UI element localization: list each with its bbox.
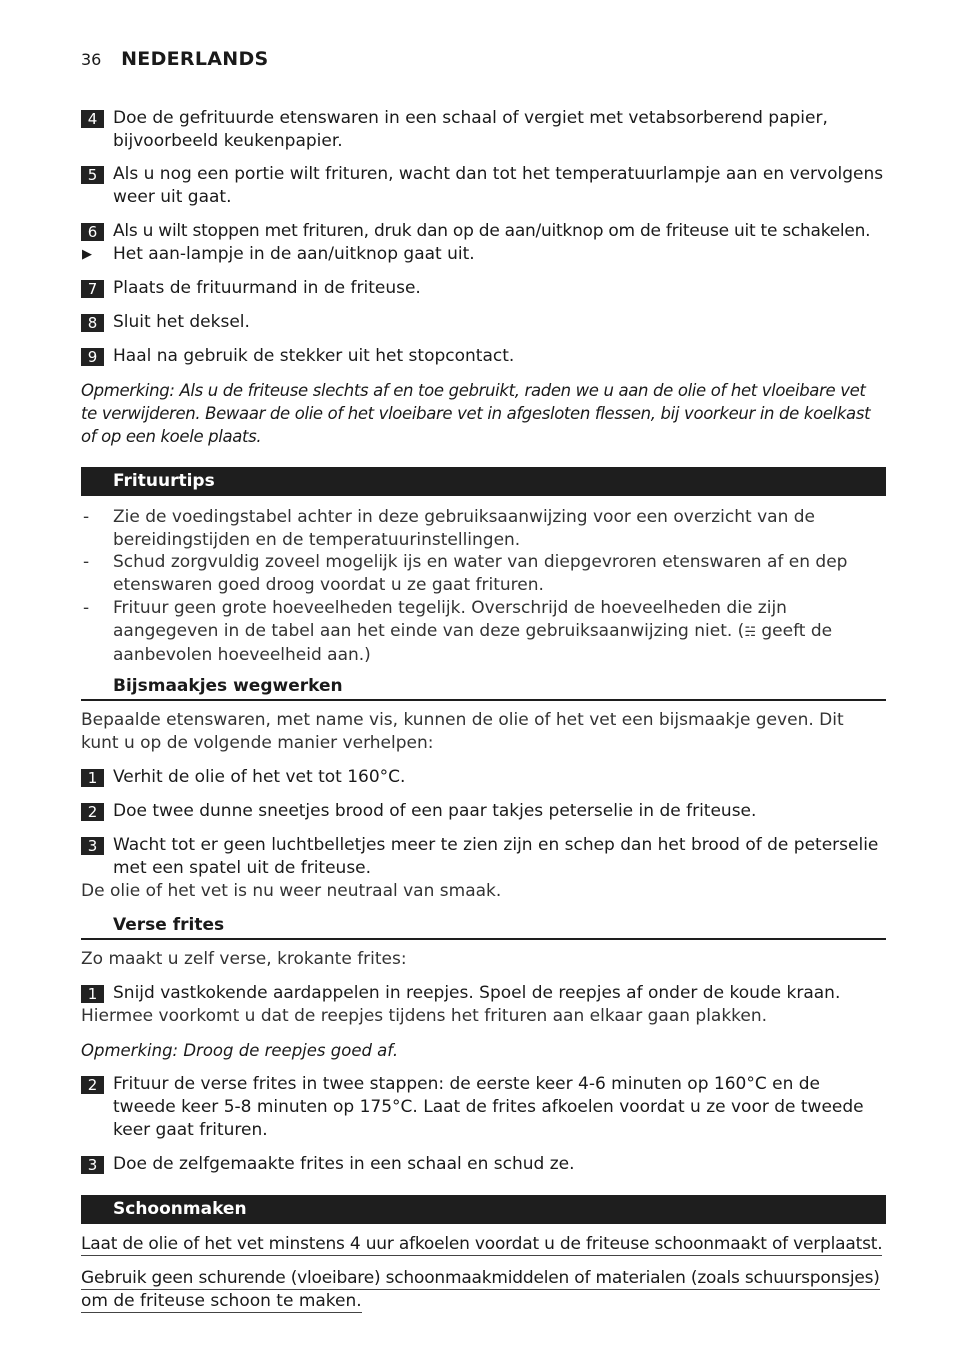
step-number: 1: [81, 769, 104, 787]
tip-text: Zie de voedingstabel achter in deze gebruiksaanwijzing voor een overzicht van de bereidingstijden en de temperatuurinstellingen.: [113, 507, 816, 550]
tip-item: - Frituur geen grote hoeveelheden tegelijk. Overschrijd de hoeveelheden die zijn aangegeven in de tabel aan het einde van deze gebruiksaanwijzing niet. (☵ geeft de aanbevolen hoeveelheid aan.): [81, 597, 886, 666]
page-header: [81, 48, 269, 70]
step-text: Als u wilt stoppen met frituren, druk dan op de aan/uitknop om de friteuse uit te schakelen.: [113, 221, 871, 241]
frites-intro: Zo maakt u zelf verse, krokante frites:: [81, 949, 407, 969]
page-number: 36: [81, 50, 102, 69]
fryer-basket-icon: ☵: [744, 625, 756, 640]
triangle-bullet-icon: ▶: [82, 247, 92, 262]
bijsmaak-result: De olie of het vet is nu weer neutraal van smaak.: [81, 881, 502, 901]
step-4: [81, 107, 886, 153]
step-number: 1: [81, 985, 104, 1003]
warning-abrasives: [81, 1267, 880, 1290]
warning-text: Laat de olie of het vet minstens 4 uur afkoelen voordat u de friteuse schoonmaakt of verplaatst.: [81, 1234, 883, 1254]
tip-text: Schud zorgvuldig zoveel mogelijk ijs en water van diepgevroren etenswaren af en dep etenswaren goed droog voordat u ze gaat frituren.: [113, 552, 848, 595]
note-storage: Opmerking: Als u de friteuse slechts af en toe gebruikt, raden we u aan de olie of het vloeibare vet te verwijderen. Bewaar de olie of het vloeibare vet in afgesloten flessen, bij voorkeur in de koelkast of op een koele plaats.: [81, 381, 871, 446]
step-text: Wacht tot er geen luchtbelletjes meer te zien zijn en schep dan het brood of de peterselie met een spatel uit de friteuse.: [113, 835, 879, 878]
warning-text: om de friteuse schoon te maken.: [81, 1291, 362, 1311]
step-text: Verhit de olie of het vet tot 160°C.: [113, 767, 406, 787]
step-9: [81, 345, 886, 368]
step-7: [81, 277, 886, 300]
frites-step-1-info: Hiermee voorkomt u dat de reepjes tijdens het frituren aan elkaar gaan plakken.: [81, 1006, 768, 1026]
subheading-bijsmaakjes: [81, 675, 886, 701]
section-bar-frituurtips: [81, 467, 886, 496]
step-6-result: [81, 243, 886, 266]
step-8: [81, 311, 886, 334]
tip-item: - Schud zorgvuldig zoveel mogelijk ijs en water van diepgevroren etenswaren af en dep etenswaren goed droog voordat u ze gaat frituren.: [81, 551, 886, 597]
step-number: 2: [81, 1076, 104, 1094]
frites-step-3: [81, 1153, 886, 1176]
step-number: 8: [81, 314, 104, 332]
subheading-title: Verse frites: [113, 915, 225, 935]
step-6: [81, 220, 886, 243]
tip-item: - Zie de voedingstabel achter in deze gebruiksaanwijzing voor een overzicht van de bereidingstijden en de temperatuurinstellingen.: [81, 506, 886, 552]
tip-text: Frituur geen grote hoeveelheden tegelijk. Overschrijd de hoeveelheden die zijn aangegeven in de tabel aan het einde van deze gebruiksaanwijzing niet. (☵ geeft de aanbevolen hoeveelheid aan.): [113, 598, 833, 665]
step-number: 3: [81, 837, 104, 855]
step-text: Plaats de frituurmand in de friteuse.: [113, 278, 421, 298]
bijsmaak-step-1: [81, 766, 886, 789]
frites-step-1: [81, 982, 886, 1005]
note-dry: Opmerking: Droog de reepjes goed af.: [81, 1041, 399, 1060]
language-title: NEDERLANDS: [121, 48, 269, 70]
step-text: Doe de gefrituurde etenswaren in een schaal of vergiet met vetabsorberend papier, bijvoorbeeld keukenpapier.: [113, 108, 828, 151]
warning-cooldown: [81, 1233, 882, 1256]
step-number: 5: [81, 166, 104, 184]
step-text: Sluit het deksel.: [113, 312, 250, 332]
step-number: 2: [81, 803, 104, 821]
step-number: 3: [81, 1156, 104, 1174]
step-number: 9: [81, 348, 104, 366]
step-text: Doe twee dunne sneetjes brood of een paar takjes peterselie in de friteuse.: [113, 801, 757, 821]
step-5: [81, 163, 886, 209]
subheading-frites: [81, 914, 886, 940]
frites-step-2: [81, 1073, 886, 1142]
step-number: 7: [81, 280, 104, 298]
bijsmaak-step-2: [81, 800, 886, 823]
step-number: 6: [81, 223, 104, 241]
step-text: Frituur de verse frites in twee stappen: de eerste keer 4-6 minuten op 160°C en de tweede keer 5-8 minuten op 175°C. Laat de frites afkoelen voordat u ze voor de tweede keer gaat frituren.: [113, 1074, 864, 1140]
warning-abrasives-cont: [81, 1290, 362, 1313]
section-title: Frituurtips: [113, 471, 215, 491]
step-text: Als u nog een portie wilt frituren, wacht dan tot het temperatuurlampje aan en vervolgens weer uit gaat.: [113, 164, 884, 207]
step-text: Snijd vastkokende aardappelen in reepjes. Spoel de reepjes af onder de koude kraan.: [113, 983, 841, 1003]
section-bar-schoonmaken: [81, 1195, 886, 1224]
step-text: Doe de zelfgemaakte frites in een schaal en schud ze.: [113, 1154, 575, 1174]
step-text: Haal na gebruik de stekker uit het stopcontact.: [113, 346, 515, 366]
subheading-title: Bijsmaakjes wegwerken: [113, 676, 343, 696]
section-title: Schoonmaken: [113, 1199, 247, 1219]
result-text: Het aan-lampje in de aan/uitknop gaat uit.: [113, 244, 475, 264]
bijsmaak-step-3: [81, 834, 886, 880]
step-number: 4: [81, 110, 104, 128]
bijsmaak-intro: Bepaalde etenswaren, met name vis, kunnen de olie of het vet een bijsmaakje geven. Dit kunt u op de volgende manier verhelpen:: [81, 710, 844, 753]
warning-text: Gebruik geen schurende (vloeibare) schoonmaakmiddelen of materialen (zoals schuursponsjes): [81, 1268, 880, 1288]
